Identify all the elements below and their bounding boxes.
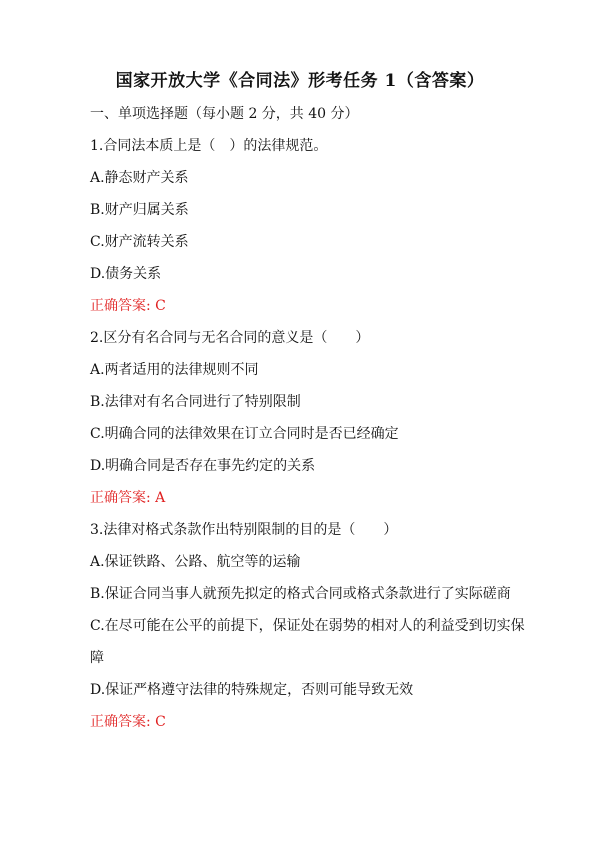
option-d: D.保证严格遵守法律的特殊规定，否则可能导致无效 <box>90 682 414 698</box>
question-3 <box>90 514 530 738</box>
question-stem: 1.合同法本质上是（ ）的法律规范。 <box>90 138 328 154</box>
option-c: C.明确合同的法律效果在订立合同时是否已经确定 <box>90 426 399 442</box>
option-c: C.财产流转关系 <box>90 234 189 250</box>
option-b: B.保证合同当事人就预先拟定的格式合同或格式条款进行了实际磋商 <box>90 586 511 602</box>
option-c: C.在尽可能在公平的前提下，保证处在弱势的相对人的利益受到切实保障 <box>90 618 525 666</box>
option-a: A.静态财产关系 <box>90 170 189 186</box>
correct-answer: 正确答案: C <box>90 298 166 314</box>
correct-answer: 正确答案: C <box>90 714 166 730</box>
question-stem: 3.法律对格式条款作出特别限制的目的是（ ） <box>90 522 398 538</box>
option-b: B.财产归属关系 <box>90 202 189 218</box>
correct-answer: 正确答案: A <box>90 490 166 506</box>
document-content <box>90 98 530 738</box>
question-1 <box>90 130 530 322</box>
option-b: B.法律对有名合同进行了特别限制 <box>90 394 301 410</box>
option-a: A.保证铁路、公路、航空等的运输 <box>90 554 301 570</box>
question-2 <box>90 322 530 514</box>
option-a: A.两者适用的法律规则不同 <box>90 362 259 378</box>
section-heading: 一、单项选择题（每小题 2 分，共 40 分） <box>90 106 359 122</box>
document-title: 国家开放大学《合同法》形考任务 1（含答案） <box>115 71 485 91</box>
question-stem: 2.区分有名合同与无名合同的意义是（ ） <box>90 330 370 346</box>
option-d: D.明确合同是否存在事先约定的关系 <box>90 458 316 474</box>
option-d: D.债务关系 <box>90 266 162 282</box>
